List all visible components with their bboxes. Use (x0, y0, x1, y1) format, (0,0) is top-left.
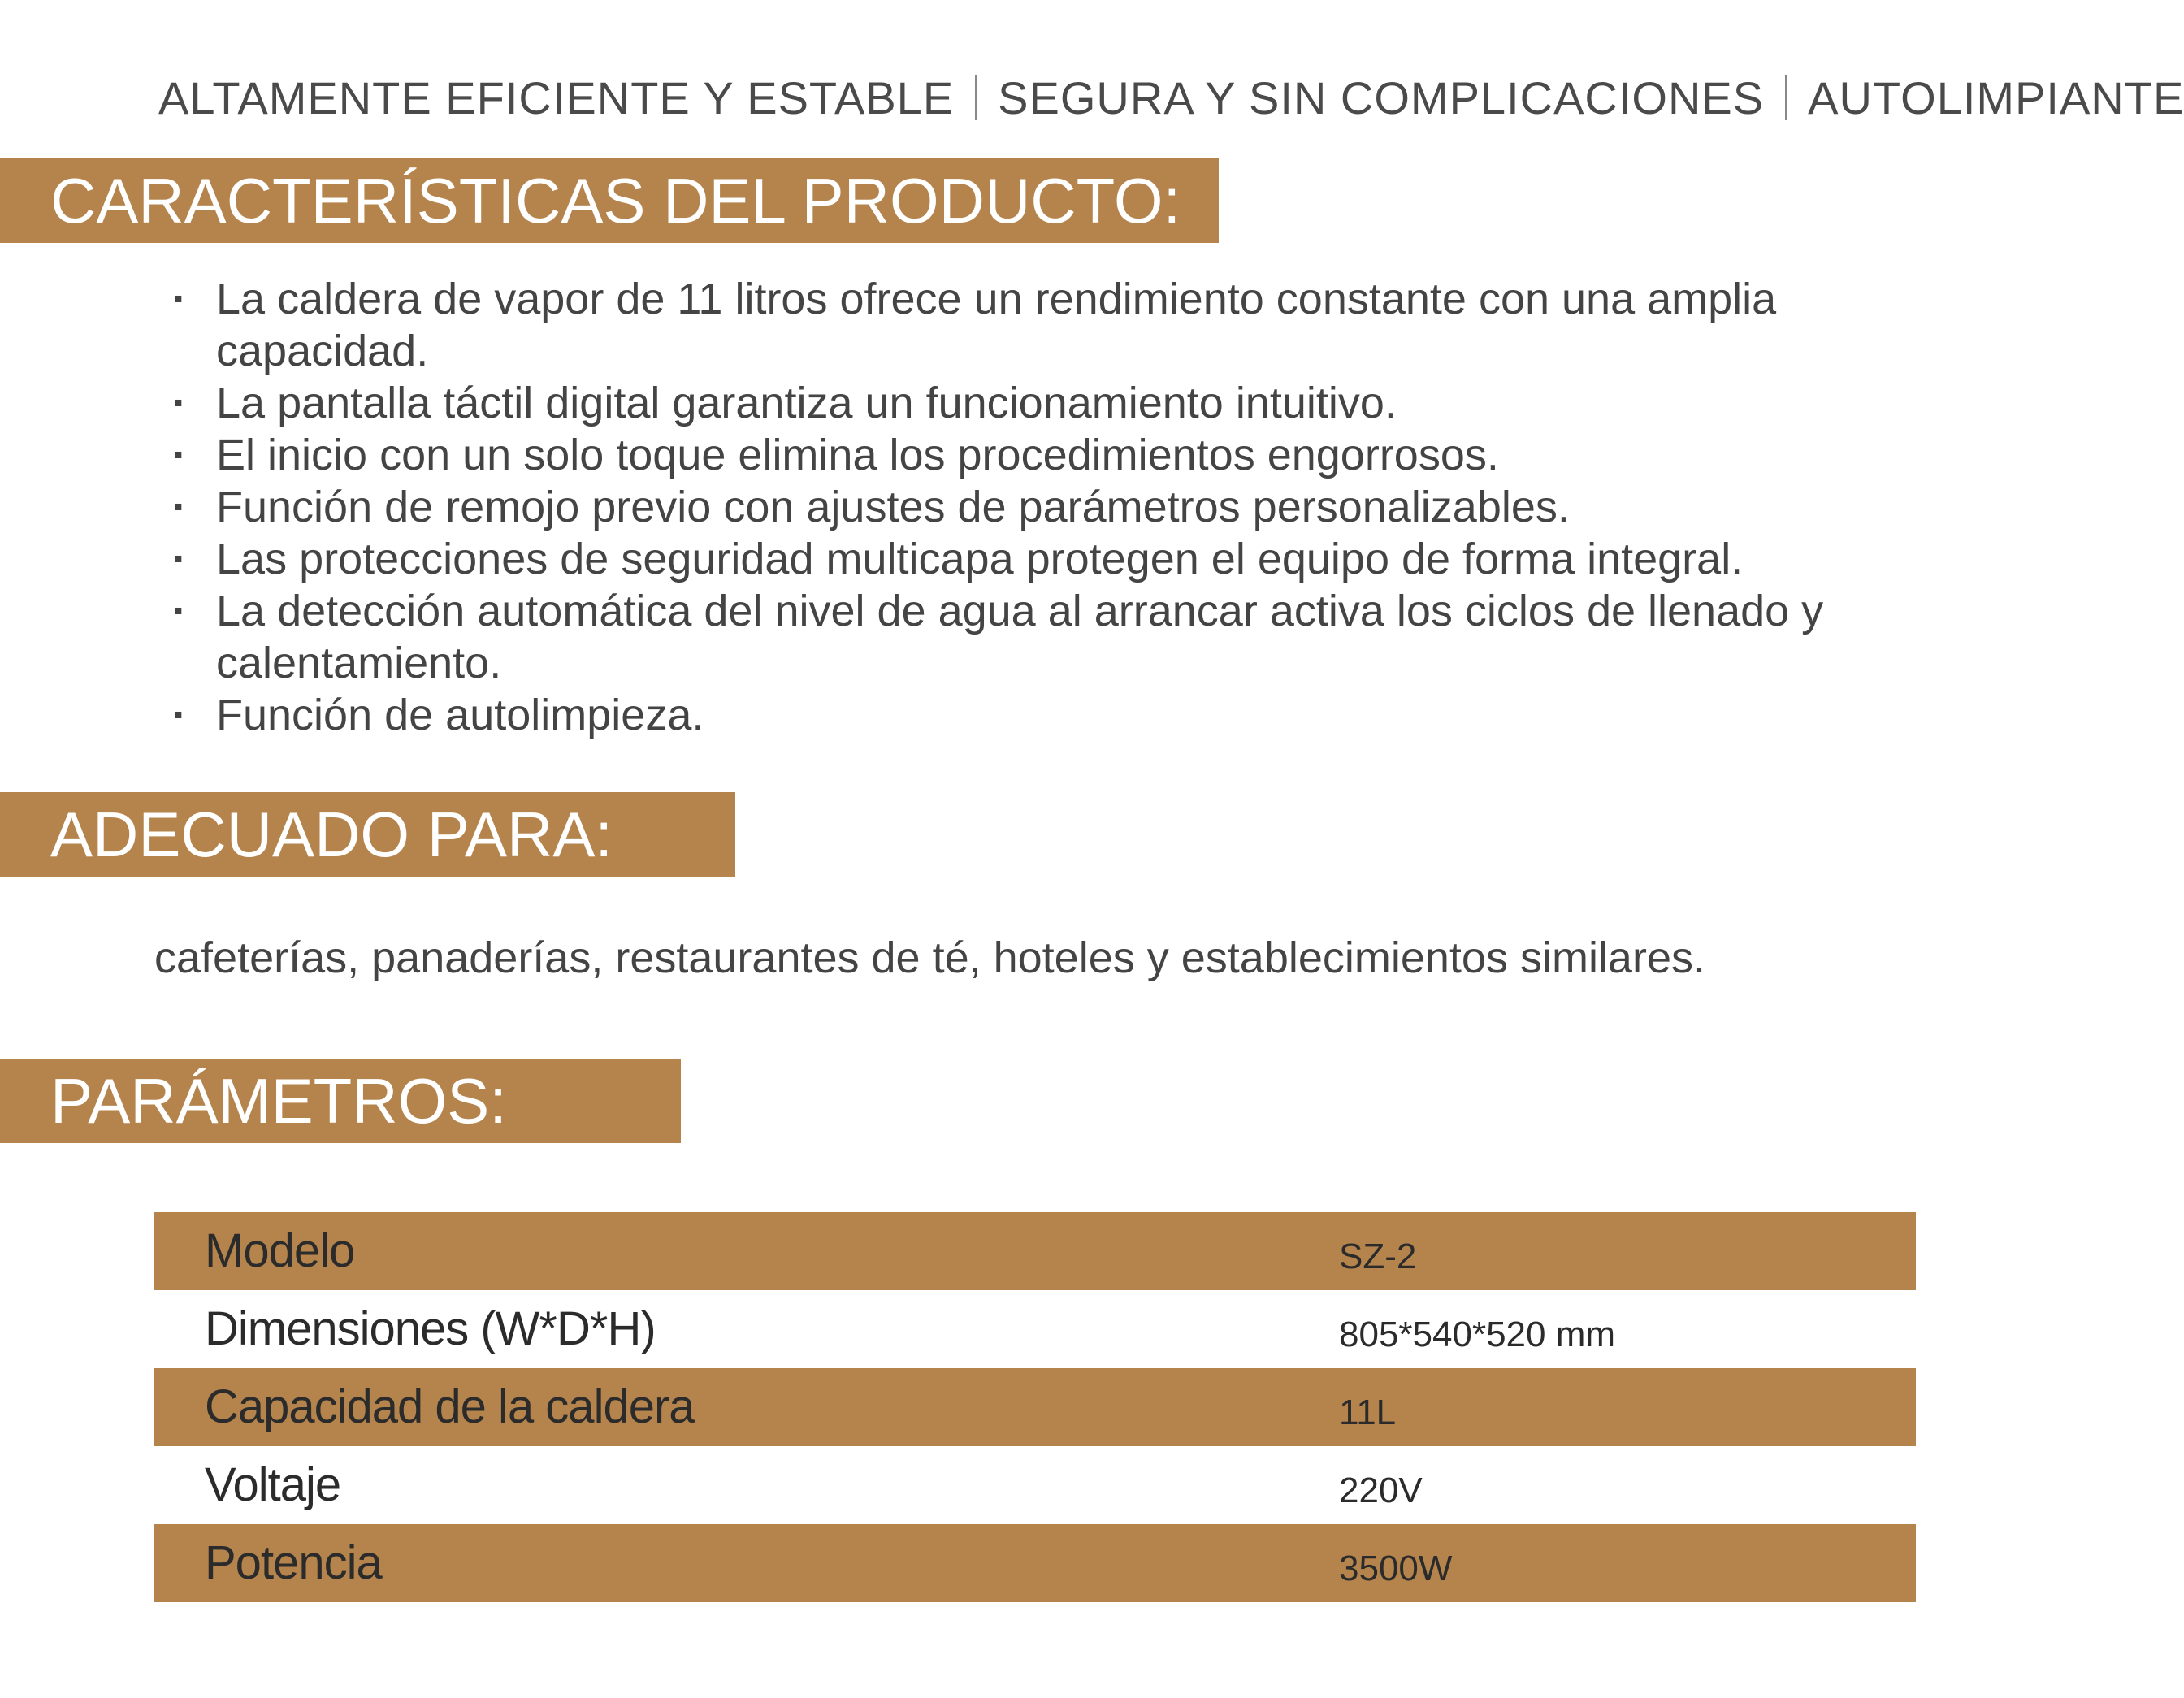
param-value: 11L (1339, 1393, 1397, 1432)
suitable-heading: ADECUADO PARA: (0, 792, 735, 877)
features-heading: CARACTERÍSTICAS DEL PRODUCTO: (0, 158, 1219, 243)
feature-item: · La caldera de vapor de 11 litros ofrece un rendimiento constante con una amplia capacidad. (169, 273, 1956, 377)
feature-item: · Función de remojo previo con ajustes de parámetros personalizables. (169, 481, 1956, 533)
tagline-item: ALTAMENTE EFICIENTE Y ESTABLE (158, 72, 955, 123)
tagline-item: SEGURA Y SIN COMPLICACIONES (998, 72, 1765, 123)
tagline-item: AUTOLIMPIANTE (1808, 72, 2184, 123)
params-table (154, 1212, 1916, 1602)
param-value: SZ-2 (1339, 1237, 1417, 1276)
param-label: Voltaje (205, 1458, 341, 1511)
tagline-divider (1785, 75, 1787, 120)
param-label: Capacidad de la caldera (205, 1380, 695, 1433)
suitable-text: cafeterías, panaderías, restaurantes de té, hoteles y establecimientos similares. (154, 933, 1705, 982)
table-row (154, 1446, 1916, 1524)
tagline-divider (975, 75, 977, 120)
feature-item: · Función de autolimpieza. (169, 689, 1956, 741)
tagline (158, 71, 2184, 124)
param-label: Dimensiones (W*D*H) (205, 1302, 656, 1355)
param-label: Potencia (205, 1536, 382, 1589)
table-row (154, 1368, 1916, 1446)
table-row (154, 1290, 1916, 1368)
features-list (169, 273, 1956, 741)
param-value: 220V (1339, 1471, 1423, 1510)
param-value: 3500W (1339, 1549, 1453, 1588)
feature-item: · El inicio con un solo toque elimina los procedimientos engorrosos. (169, 429, 1956, 481)
feature-item: · Las protecciones de seguridad multicapa protegen el equipo de forma integral. (169, 533, 1956, 585)
param-value: 805*540*520 mm (1339, 1315, 1616, 1354)
table-row (154, 1212, 1916, 1290)
table-row (154, 1524, 1916, 1602)
feature-item: · La pantalla táctil digital garantiza un funcionamiento intuitivo. (169, 377, 1956, 429)
param-label: Modelo (205, 1224, 355, 1277)
params-heading: PARÁMETROS: (0, 1059, 681, 1143)
feature-item: · La detección automática del nivel de agua al arrancar activa los ciclos de llenado y calentamiento. (169, 585, 1956, 689)
